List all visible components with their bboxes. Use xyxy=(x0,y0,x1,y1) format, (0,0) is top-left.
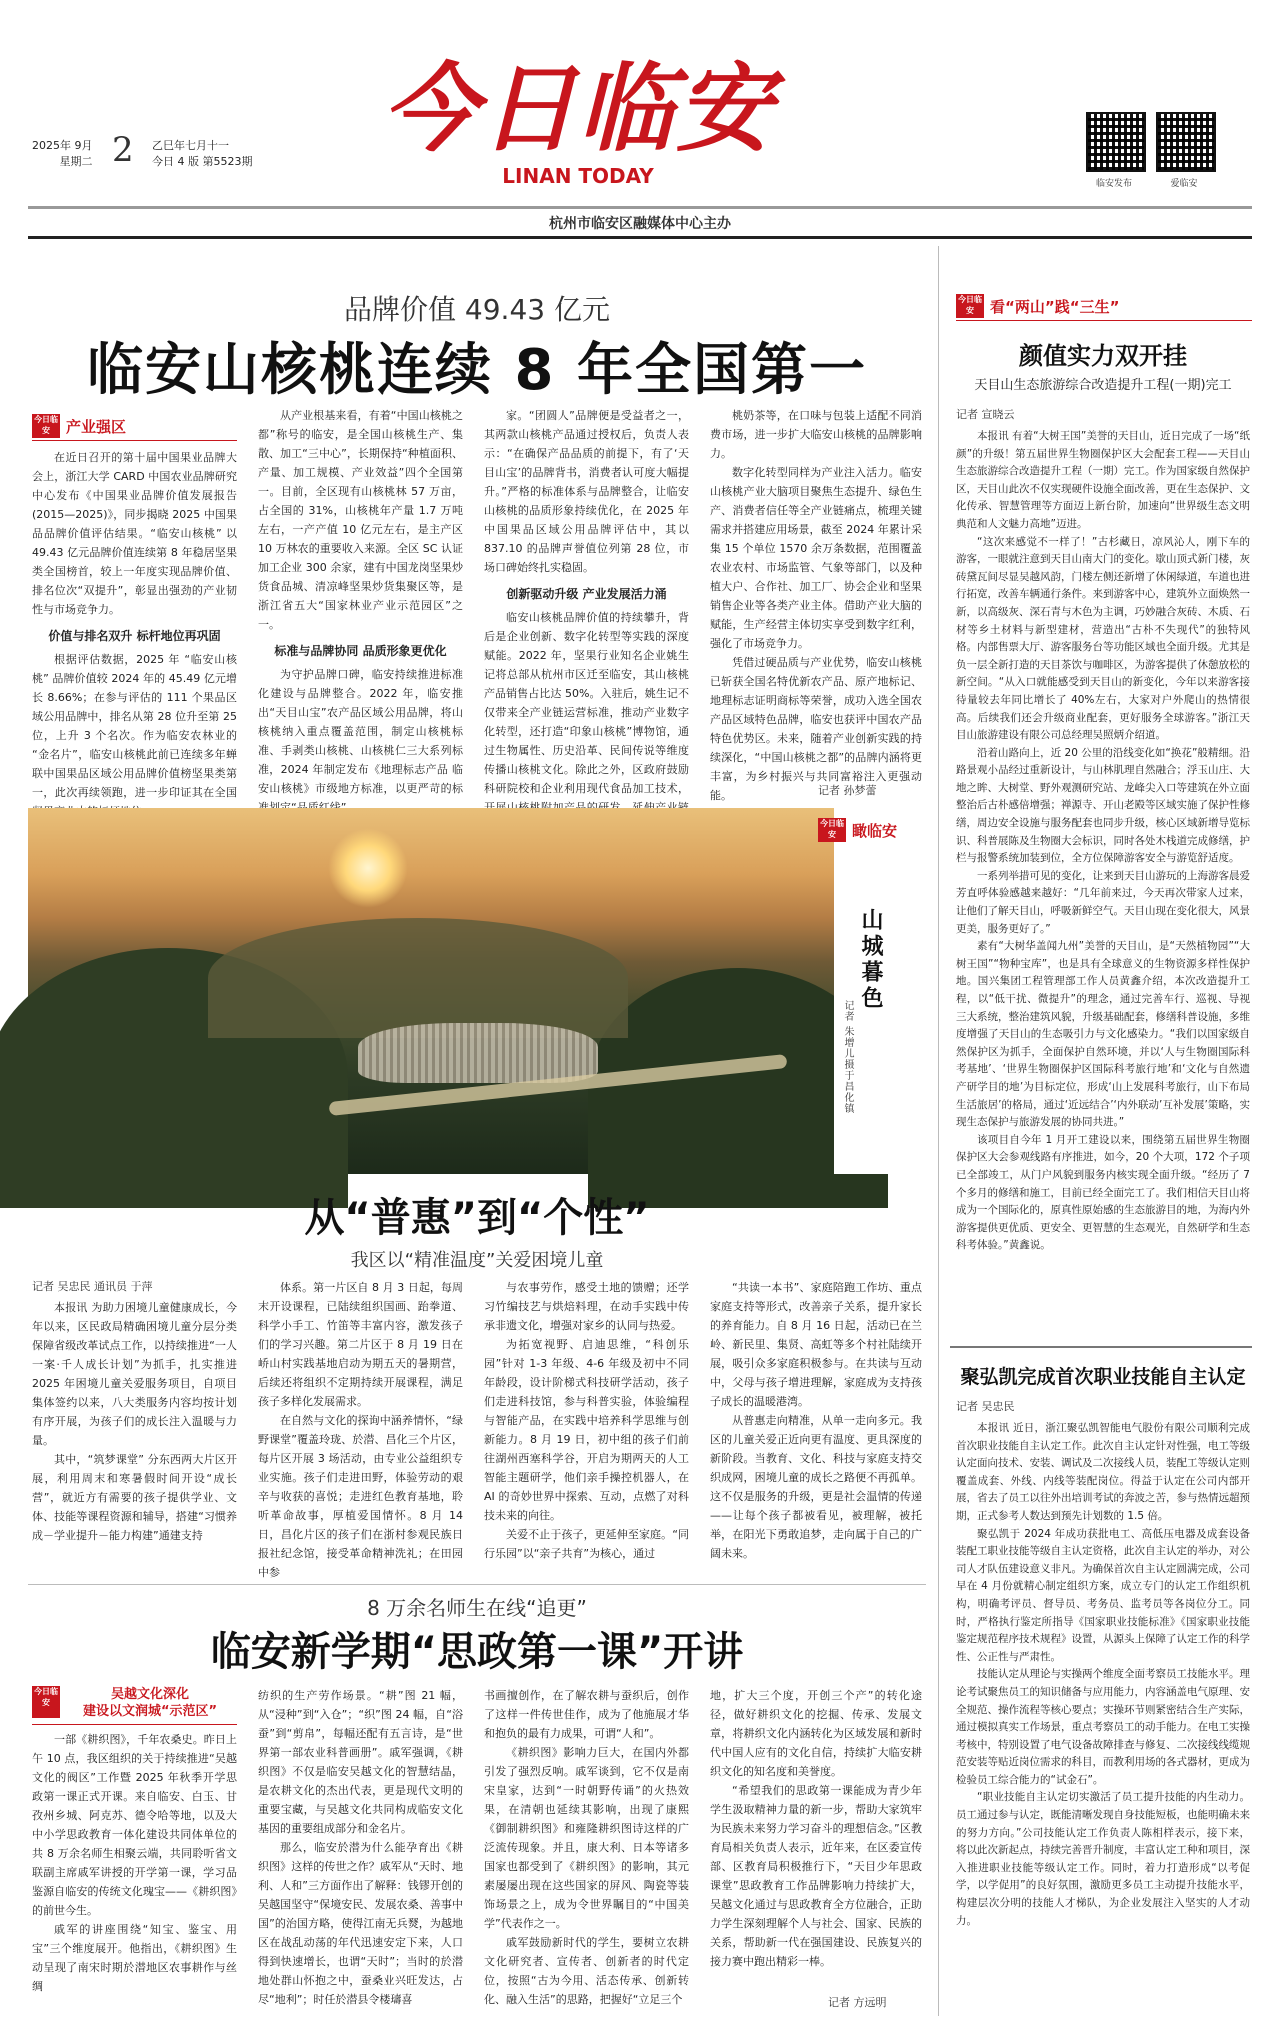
paragraph: 一系列举措可见的变化，让来到天目山游玩的上海游客晨爱芳直呼体验感越来越好：“几年前来过，今天再次带家人过来，让他们了解天目山，呼吸新鲜空气。天目山现在变化很大，风景更美，服务更好了。” xyxy=(956,869,1250,935)
hill xyxy=(208,918,628,1038)
photo-credit: 记者 朱增儿摄于昌化镇 xyxy=(842,1000,853,1115)
paragraph: 其中，“筑梦课堂” 分东西两大片区开展，利用周末和寒暑假时间开设“成长营”，就近方有需要的孩子提供学业、文体、技能等课程资源和辅导，搭建“习惯养成－学业提升－能力构建”通建支持 xyxy=(32,1453,237,1542)
right-section-tag xyxy=(956,294,1119,318)
ideology-col-2 xyxy=(258,1686,463,2016)
poverty-col-1 xyxy=(32,1298,237,1578)
section-logo: 今日临安 xyxy=(818,818,846,842)
right-byline: 记者 宣晓云 xyxy=(956,408,1015,421)
poverty-headline: 从“普惠”到“个性” xyxy=(304,1195,650,1241)
right-tag-label: 看“两山”践“三生” xyxy=(990,297,1120,316)
top-rule xyxy=(28,236,1252,239)
ideology-byline: 记者 方远明 xyxy=(828,1996,887,2009)
tag-rule xyxy=(32,440,237,441)
paragraph: “共读一本书”、家庭陪跑工作坊、重点家庭支持等形式，改善亲子关系，提升家长的养育能力。自 8 月 16 日起，活动已在兰岭、新民里、集贤、高虹等多个村社陆续开展，吸引众多家庭积极参与。在共读与互动中，父母与孩子增进理解，家庭成为支持孩子成长的温暖港湾。 xyxy=(710,1281,922,1408)
paragraph: 戚军的讲座围绕“知宝、鉴宝、用宝”三个维度展开。他指出，《耕织图》生动呈现了南宋时期於潜地区农事耕作与丝绸 xyxy=(32,1923,237,1993)
poverty-col-3 xyxy=(484,1278,689,1578)
paragraph: 为守护品牌口碑，临安持续推进标准化建设与品牌整合。2022 年，临安推出“天目山宝”农产品区域公用品牌，将山核桃纳入重点覆盖范围，制定山核桃标准、手剥类山核桃、山核桃仁三大系列标准，2024 年制定发布《地理标志产品 临安山核桃》市级地方标准，以更严苛的标 xyxy=(258,668,463,795)
masthead-rule xyxy=(28,206,1252,209)
paragraph: 聚弘凯于 2024 年成功获批电工、高低压电器及成套设备装配工职业技能等级自主认定资格，此次自主认定的举办，对公司人才队伍建设意义非凡。为确保首次自主认定圆满完成，公司早在 4 月份就精心制定组织方案，成立专门的认定工作组织机构，明确考评员、督导员、考务员、监考员等各岗位分工。同时，严格执行鉴定所指导《国家职业技能标准》《国家职业技能鉴定规范程序技术规程》设置，从源头上保障了认定工作的科学性、公正性与严肃性。 xyxy=(956,1527,1250,1663)
paragraph: 书画擅创作，在了解农耕与蚕织后，创作了这样一件传世佳作，成为了他施展才华和抱负的最有力成果，可谓“人和”。 xyxy=(484,1689,689,1740)
paragraph: 关爱不止于孩子，更延伸至家庭。“同行乐园”以“亲子共育”为核心，通过 xyxy=(484,1528,689,1560)
paragraph: 家。“团圆人”品牌便是受益者之一，其两款山核桃产品通过授权后，负责人表示：“在确保产品品质的前提下，有了‘天目山宝’的品牌背书，消费者认可度大幅提升。”严格的标准体系与品牌整合，让临安山核桃的品质形象持续优化，在 2025 年中国果品区域公用品牌评估中，其以 837.10 的品牌声誉值位列第 28 位，市场口碑始终扎实稳固。 xyxy=(484,409,689,574)
paragraph: 本报讯 近日，浙江聚弘凯智能电气股份有限公司顺利完成首次职业技能自主认定工作。此次自主认定针对性强，电工等级认定面向技术、安装、调试及二次接线人员，装配工等级认定则覆盖成套、外线、内线等装配岗位。得益于认定在公司内部开展，省去了员工以往外出培训考试的奔波之苦，参与热情远超预期，正式参考人数达到预先计划数的 1.5 倍。 xyxy=(956,1422,1250,1522)
paragraph: 在自然与文化的探询中涵养情怀，“绿野课堂”覆盖玲珑、於潜、昌化三个片区，每片区开展 3 场活动，由专业公益组织专业实施。孩子们走进田野，体验劳动的艰辛与收获的喜悦；走进红色教育基地，聆听革命故事，厚植爱国情怀。8 月 14 日，昌化片区的孩子们在浙村参观民族日报社纪念馆，接受革命精神洗礼；在田园中参 xyxy=(258,1414,463,1579)
qr-code-ai-linan[interactable] xyxy=(1156,112,1216,172)
masthead-title: 今日临安 xyxy=(382,52,774,165)
paragraph: 纺织的生产劳作场景。“耕”图 21 幅，从“浸种”到“入仓”；“织”图 24 幅，自“浴蚕”到“剪帛”，每幅还配有五言诗，是“世界第一部农业科普画册”。戚军强调，《耕织图》不仅是临安吴越文化的智慧结晶，是农耕文化的杰出代表，更是现代文明的重要宝藏，与吴越文化共同构成临安文化基因的重要组成部分和金名片。 xyxy=(258,1689,463,1835)
paragraph: 从产业根基来看，有着“中国山核桃之都”称号的临安，是全国山核桃生产、集散、加工“三中心”，长期保持“种植面积、产量、加工规模、产业效益”四个全国第一。目前，全区现有山核桃林 57 万亩，占全国的 31%，山核桃年产量 1.7 万吨左右，一产产值 10 亿元左右，是主产区 10 万林农的重要收入来源。全区 SC 认证加工企业 300 余家，建有中国龙岗坚果炒货食品城、清凉峰坚果炒货集聚区等，是浙江省五大“国家林业产业示范园区”之一。 xyxy=(258,409,463,631)
paragraph: 临安山核桃品牌价值的持续攀升，背后是企业创新、数字化转型等实践的深度赋能。2022 年，坚果行业知名企业姚生记将总部从杭州市区迁至临安，其山核桃产品销售占比达 50%。入驻后，姚生记不仅带来全产业链运营标准，推动产业数字化转型，还打造“印象山核桃”博物馆，通过生物属性、历史沿革、民间传说等维度传播山核桃文化。除此之外，区政府鼓励科研院校和企业利用现代食品加工技术， xyxy=(484,611,689,795)
photo-tag-label: 瞰临安 xyxy=(852,821,898,840)
section-divider xyxy=(28,1584,926,1585)
right-subhead: 天目山生态旅游综合改造提升工程(一期)完工 xyxy=(974,378,1232,393)
paragraph: 本报讯 有着“大树王国”美誉的天目山，近日完成了一场“纸颜”的升级！第五届世界生物圈保护区大会配套工程——天目山生态旅游综合改造提升工程（一期）完工。作为国家级自然保护区，天目山此次不仅实现硬件设施全面改善，更在生态保护、文化传承、智慧管理等方面迈上新台阶，加速向“世界级生态文明典范和人文魅力高地”迈进。 xyxy=(956,430,1250,530)
paragraph: 本报讯 为助力困境儿童健康成长，今年以来，区民政局精确困境儿童分层分类保障省级改革试点工作，以持续推进“一人一案·千人成长计划”为抓手，扎实推进 2025 年困境儿童关爱服务项目，自项目集体签约以来，八大类服务内容均按计划有序开展，为孩子们的成长注入温暖与力量。 xyxy=(32,1301,237,1447)
lead-byline: 记者 孙梦蕾 xyxy=(818,784,877,797)
issue-day: 2 xyxy=(112,130,134,170)
qr-label-1: 临安发布 xyxy=(1095,179,1132,189)
paragraph: 根据评估数据，2025 年 “临安山核桃” 品牌价值较 2024 年的 45.49 亿元增长 8.66%；在参与评估的 111 个果品区域公用品牌中，排名从第 28 位升至第 25 位，上升 3 个名次。作为临安农林业的 “金名片”，临安山核桃此前已连续多年蝉联中国果品区域公用品牌价值榜坚果类第一，此次再续领跑，进一步印证其在全国 xyxy=(32,653,237,799)
paragraph: 那么，临安於潜为什么能孕育出《耕织图》这样的传世之作？戚军从“天时、地利、人和”三方面作出了解释：钱镠开创的吴越国坚守“保境安民、发展农桑、善事中国”的治国方略，使得江南无兵燹，为越地区在战乱动荡的年代迅速安定下来，人口得到快速增长，也谓“天时”；当时的於潜地处群山怀抱之中，蚕桑业兴旺发达，占尽“地利”；时任於潜县令楼璹喜 xyxy=(258,1841,463,2006)
lead-subhead-1: 价值与排名双升 标杆地位再巩固 xyxy=(48,629,221,643)
paragraph: 从普惠走向精准，从单一走向多元。我区的儿童关爱正近向更有温度、更具深度的新阶段。当教育、文化、科技与家庭支持交织成网，困境儿童的成长之路便不再孤单。这不仅是服务的升级，更是社会温情的传递——让每个孩子都被看见，被理解，被托举，在阳光下勇敢追梦，走向属于自己的广阔未来。 xyxy=(710,1414,922,1560)
masthead-sponsor: 杭州市临安区融媒体中心主办 xyxy=(549,216,731,232)
masthead-title-en: LINAN TODAY xyxy=(502,164,654,188)
paragraph: 沿着山路向上，近 20 公里的沿线变化如“换花”般精细。沿路景观小品经过重新设计，与山林肌理自然融合；浮玉山庄、大地之眸、大树堂、野外观测研究站、龙峰尖入口等建筑在外立面整治后古朴感倍增强；禅源寺、开山老殿等区域实施了保护性修缮，周边安全设施与服务配套也同步升级，核心区域新增导览标识、科普展陈及生物圈大会标识，同时各处木栈道完成修缮，护栏与报警系统加装到位，全方位保障游客安全与游览舒适度。 xyxy=(956,746,1250,865)
right-divider xyxy=(950,1346,1252,1348)
paragraph: 戚军鼓励新时代的学生，要树立农耕文化研究者、宣传者、创新者的时代定位，按照“古为今用、活态传承、创新转化、融入生活”的思路，把握好“立足三个 xyxy=(484,1936,689,2006)
ideology-kicker: 8 万余名师生在线“追更” xyxy=(367,1596,587,1620)
tag-line-1: 吴越文化深化 xyxy=(110,1687,189,1702)
city-area xyxy=(358,1023,598,1083)
lead-subhead-2: 标准与品牌协同 品质形象更优化 xyxy=(274,644,447,658)
ideology-section-tag xyxy=(32,1686,234,1720)
column-divider xyxy=(938,246,939,2016)
tag-rule xyxy=(956,320,1252,321)
lead-col-1 xyxy=(32,448,237,802)
poverty-byline: 记者 吴忠民 通讯员 于萍 xyxy=(32,1280,153,1293)
paragraph: 技能认定从理论与实操两个维度全面考察员工技能水平。理论考试聚焦员工的知识储备与应用能力，内容涵盖电气原理、安全规范、操作流程等核心要点；实操环节则紧密结合生产实际，通过模拟真实工作场景，重点考察员工的动手能力。在电工实操考核中，特别设置了电气设备故障排查与修复、二次接线线缆规范安装等贴近岗位需求的科目，而教利用场的各式器材，更成为检验员工综合能力的“试金石”。 xyxy=(956,1668,1250,1786)
paragraph: 一部《耕织图》，千年农桑史。昨日上午 10 点，我区组织的关于持续推进“吴越文化的阀区”工作暨 2025 年秋季开学思政第一课正式开课。来自临安、白玉、甘孜州乡城、阿克苏、德令哈等地，以及大中小学思政教育一体化建设共同体单位的共 8 万余名师生相聚云端，共同聆听省文联副主席戚军讲授的开学第一课，学习品鉴源自临安的传统文化瑰宝——《耕织图》的前世今生。 xyxy=(32,1733,237,1917)
issue-info xyxy=(152,138,253,170)
lead-headline: 临安山核桃连续 8 年全国第一 xyxy=(87,338,867,403)
paragraph: 数字化转型同样为产业注入活力。临安山核桃产业大脑项目聚焦生态提升、绿色生产、消费者信任等全产业链痛点，梳理关键需求并搭建应用场景，截至 2024 年累计采集 15 个单位 1570 余万条数据，范围覆盖农业农村、市场监管、气象等部门，以及种植大户、合作社、加工厂、协会企业和坚果销售企业等各类产业主体。借助产业大脑的赋能，生产经营主体切实享受到数字红利，强化了市场竞争力。 xyxy=(710,466,922,650)
paragraph: 地，扩大三个度，开创三个产”的转化途径，做好耕织文化的挖掘、传承、发展文章，将耕织文化内涵转化为区域发展和新时代中国人应有的文化自信，持续扩大临安耕织文化的知名度和美誉度。 xyxy=(710,1689,922,1778)
tag-line-2: 建设以文润城“示范区” xyxy=(82,1704,218,1719)
weekday: 星期二 xyxy=(59,155,93,168)
paragraph: 在近日召开的第十届中国果业品牌大会上，浙江大学 CARD 中国农业品牌研究中心发布《中国果业品牌价值发展报告(2015—2025)》，同步揭晓 2025 中国果品品牌价值评估结果。“临安山核桃” 以 49.43 亿元品牌价值连续第 8 年稳居坚果类全国榜首，较上一年度实现品牌价值、排名位次“双提升”，彰显出强劲的产业韧性与市场竞争力。 xyxy=(32,451,237,616)
issue-number: 第5523期 xyxy=(202,155,253,168)
lunar-date: 乙巳年七月十一 xyxy=(152,139,229,152)
poverty-col-2 xyxy=(258,1278,463,1578)
b2-body xyxy=(956,1420,1250,2016)
landscape-photo xyxy=(28,808,926,1174)
paragraph: 凭借过硬品质与产业优势，临安山核桃已斩获全国名特优新农产品、原产地标记、地理标志证明商标等荣誉，成功入选全国农产品区域特色品牌，临安也获评中国农产品特色优势区。未来，随着产业创新实践的持续深化，“中国山核桃之都”的品牌内涵将更丰富，为乡村振兴与共同富裕注入更强动能。 xyxy=(710,656,922,802)
lead-col-2 xyxy=(258,406,463,802)
paragraph: 《耕织图》影响力巨大，在国内外都引发了强烈反响。戚军谈到，它不仅是南宋皇家，达到“一时朝野传诵”的火热效果，在清朝也延续其影响，出现了康熙《御制耕织图》和雍隆耕织图诗这样的广泛流传现象。并且，康大利、日本等诸多国家也都受到了《耕织图》的影响，其元素屡屡出现在这些国家的屏风、陶瓷等装饰场景之上，成为令世界瞩目的“中国美学”代表作之一。 xyxy=(484,1746,689,1930)
section-logo: 今日临安 xyxy=(32,414,60,438)
lead-section-tag xyxy=(32,414,126,438)
qr-label-2: 爱临安 xyxy=(1170,179,1198,189)
paragraph: “职业技能自主认定切实激活了员工提升技能的内生动力。员工通过参与认定，既能清晰发现自身技能短板，也能明确未来的努力方向。”公司技能认定工作负责人陈相样表示，接下来，将以此次新起点，持续完善晋升制度，丰富认定工种和项目，深入推进职业技能等级认定工作。同时，着力打造形成“以考促学，以学促用”的良好氛围，激励更多员工主动提升技能水平，构建层次分明的技能人才梯队，为企业发展注入坚实的人才动力。 xyxy=(956,1791,1250,1927)
paragraph: 桃奶茶等，在口味与包装上适配不同消费市场，进一步扩大临安山核桃的品牌影响力。 xyxy=(710,409,922,460)
photo-title: 山城暮色 xyxy=(858,908,884,1012)
right-headline: 颜值实力双开挂 xyxy=(1019,342,1187,370)
paragraph: “希望我们的思政第一课能成为青少年学生汲取精神力量的新一步，帮助大家筑牢为民族未来努力学习奋斗的理想信念。”区教育局相关负责人表示，近年来，在区委宣传部、区教育局积极推行下，“天目少年思政课堂”思政教育工作品牌影响力持续扩大，吴越文化通过与思政教育全方位融合，正助力学生深刻理解个人与社会、国家、民族的关系，帮助新一代在强国建设、民族复兴的接力赛中跑出精彩一棒。 xyxy=(710,1784,922,1968)
ideology-headline: 临安新学期“思政第一课”开讲 xyxy=(210,1629,744,1675)
paragraph: 该项目自今年 1 月开工建设以来，围绕第五届世界生物圈保护区大会参观线路有序推进，如今，20 个大项，172 个子项已全部竣工，从门户风貌到服务内核实现全面升级。“经历了 7 个多月的修缮和施工，目前已经全面完工了。我们相信天目山将成为一个国际化的，原真性原始感的生态旅游目的地，为海内外游客提供更优质、更安全、更智慧的生态观光，自然研学和生态科考体验。”黄鑫说。 xyxy=(956,1133,1250,1252)
ideology-col-1 xyxy=(32,1730,237,2016)
paragraph: 体系。第一片区自 8 月 3 日起，每周末开设课程，已陆续组织国画、跆拳道、科学小手工、竹笛等丰富内容，激发孩子们的学习兴趣。第二片区于 8 月 19 日在峤山村实践基地启动为期五天的暑期营，后续还将组织不定期持续开展课程，满足孩子多样化发展需求。 xyxy=(258,1281,463,1408)
section-logo: 今日临安 xyxy=(956,294,984,318)
ideology-col-4 xyxy=(710,1686,922,1990)
paragraph: 与农事劳作，感受土地的馈赠；还学习竹编技艺与烘焙料理，在动手实践中传承非遗文化，增强对家乡的认同与热爱。 xyxy=(484,1281,689,1332)
b2-headline: 聚弘凯完成首次职业技能自主认定 xyxy=(960,1366,1246,1388)
lead-subhead-3: 创新驱动升级 产业发展活力涌 xyxy=(506,587,667,601)
right-body xyxy=(956,428,1250,1418)
b2-byline: 记者 吴忠民 xyxy=(956,1400,1015,1413)
date: 2025年 9月 xyxy=(32,139,93,152)
qr-code-linan-release[interactable] xyxy=(1086,112,1146,172)
issue-date xyxy=(32,138,93,170)
tag-rule xyxy=(32,1724,237,1725)
paragraph: 素有“大树华盖闻九州”美誉的天目山，是“天然植物园”“大树王国”“物种宝库”，也是具有全球意义的生物资源多样性保护地。国兴集团工程管理部工作人员黄鑫介绍，本次改造提升工程，以“低干扰、微提升”的理念，通过完善车行、巡视、导视三大系统，整治建筑风貌，升级基础配套，修缮科普设施，多维度增强了天目山的生态吸引力与文化感染力。“我们以国家级自然保护区为抓手，全面保护自然环境，并以‘人与生物圈国际科考基地’、‘世界生物圈保护区国际科考旅行地’和‘文化与自然遗产研学目的地’为目标定位，形成‘山上发展科考旅行，山下布局生活旅居’的格局，通过‘近远结合’‘内外联动’互补发展’策略，实现生态保护与旅游发展的协同共进。” xyxy=(956,940,1250,1129)
paragraph: 为拓宽视野、启迪思维，“科创乐园”针对 1-3 年级、4-6 年级及初中不同年龄段，设计阶梯式科技研学活动，孩子们走进科技馆，参与科普实验，体验编程与智能产品，在实践中培养科学思维与创新能力。8 月 19 日，初中组的孩子们前往湖州西塞科学谷，开启为期两天的人工智能主题研学，他们亲手操控机器人，在 AI 的奇妙世界中探索、互动，点燃了对科技未来的向往。 xyxy=(484,1338,689,1522)
poverty-subhead: 我区以“精准温度”关爱困境儿童 xyxy=(350,1250,604,1271)
lead-col-3 xyxy=(484,406,689,802)
poverty-col-4 xyxy=(710,1278,922,1578)
ideology-col-3 xyxy=(484,1686,689,2016)
section-tag-label: 产业强区 xyxy=(66,417,127,436)
edition-count: 今日 4 版 xyxy=(152,155,199,168)
sun-glow xyxy=(328,828,408,908)
section-logo: 今日临安 xyxy=(32,1686,60,1718)
lead-kicker: 品牌价值 49.43 亿元 xyxy=(344,293,610,326)
paragraph: “这次来感觉不一样了！”古杉藏日，凉风沁人，刚下车的游客，一眼就注意到天目山南大门的变化。歇山顶式新门楼，灰砖黛瓦间尽显吴越风韵，门楼左侧还新增了休闲绿道，车道也进行拓宽，改善车辆通行条件。来到游客中心，建筑外立面焕然一新，以高级灰、深石青与木色为主调，巧妙融合灰砖、木质、石材等乡土材料与新型建材，营造出“古朴不失现代”的独特风格。内部售票大厅、游客服务台等功能区域也全面升级。尤其是负一层全新打造的天目茶饮与咖啡区，为游客提供了休憩放松的新空间。“从入口就能感受到天目山的新变化，今年以来游客接待量较去年同比增长了 40%左右，大家对户外爬山的热情很高。后续我们还会升级商业配套，更好服务全球游客。”浙江天目山旅游建设有限公司总经理吴照炳介绍道。 xyxy=(956,535,1250,742)
photo-tag xyxy=(818,818,897,842)
